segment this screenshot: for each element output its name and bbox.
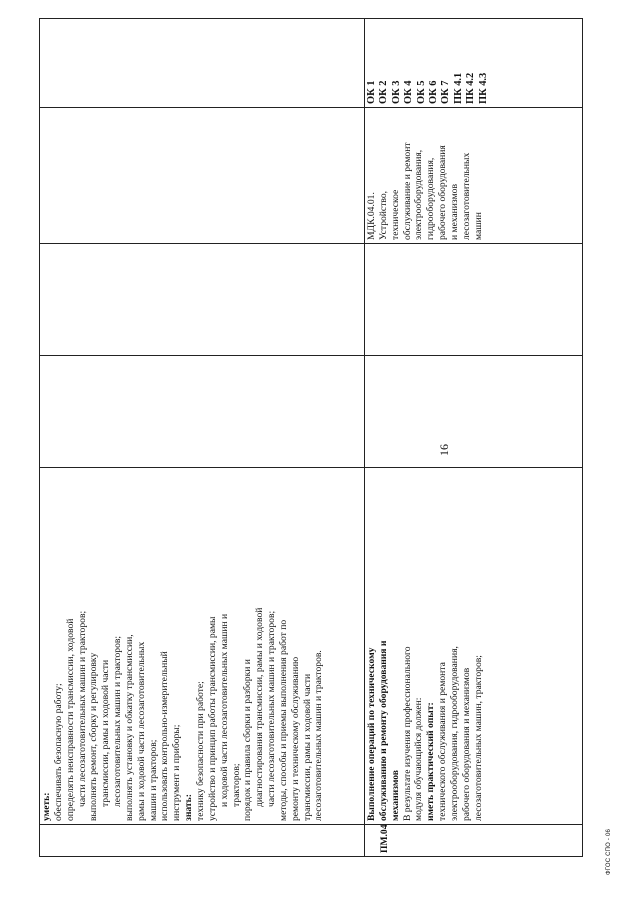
content-line: трансмиссии, рамы и ходовой части bbox=[100, 659, 112, 807]
content-line: лесозаготовительных машин и тракторов; bbox=[112, 635, 124, 807]
content-line: определять неисправности трансмиссии, ходовой bbox=[64, 618, 76, 821]
mdk-line: лесозаготовительных bbox=[460, 152, 472, 240]
table-row bbox=[40, 19, 365, 857]
content-line: лесозаготовительных машин и тракторов. bbox=[313, 650, 325, 821]
mdk-line: Устройство, bbox=[377, 190, 389, 240]
mdk-line: рабочего оборудования bbox=[437, 145, 449, 240]
competency-code: ПК 4.3 bbox=[477, 72, 489, 104]
content-line: электрооборудования, гидрооборудования, bbox=[448, 646, 460, 821]
competency-code: ОК 2 bbox=[378, 80, 390, 104]
content-line: части лесозаготовительных машин и тракторов; bbox=[266, 610, 278, 807]
content-line: уметь: bbox=[41, 792, 52, 821]
content-line: части лесозаготовительных машин и тракторов; bbox=[76, 610, 88, 807]
content-line: выполнять установку и обкатку трансмиссии, bbox=[123, 634, 135, 821]
content-line: знать: bbox=[183, 794, 195, 821]
content-line: иметь практический опыт: bbox=[425, 702, 437, 821]
curriculum-table bbox=[39, 18, 583, 857]
mdk-line: МДК.04.01. bbox=[366, 192, 377, 240]
content-line: выполнять ремонт, сборку и регулировку bbox=[88, 652, 100, 821]
max-hours-cell bbox=[365, 356, 583, 468]
content-line: и ходовой части лесозаготовительных машин и bbox=[218, 613, 230, 807]
mdk-cell bbox=[365, 108, 583, 244]
module-code-cell bbox=[40, 825, 365, 857]
competency-code: ПК 4.2 bbox=[465, 72, 477, 104]
competency-code: ПК 4.1 bbox=[452, 72, 464, 104]
content-line: обеспечивать безопасную работу; bbox=[52, 683, 64, 821]
content-line: обслуживанию и ремонту оборудования и bbox=[377, 640, 389, 821]
competencies-cell bbox=[40, 19, 365, 108]
content-line: модуля обучающийся должен: bbox=[413, 697, 425, 821]
mdk-cell bbox=[40, 108, 365, 244]
module-content-cell bbox=[40, 468, 365, 825]
content-line: инструмент и приборы; bbox=[171, 724, 183, 821]
mdk-line: техническое bbox=[389, 189, 401, 240]
content-line: использовать контрольно-измерительный bbox=[159, 651, 171, 821]
content-line: методы, способы и приемы выполнения работ по bbox=[277, 619, 289, 821]
competency-code: ОК 5 bbox=[415, 80, 427, 104]
footer-standard: ФГОС СПО - 06 bbox=[606, 828, 612, 875]
content-line: В результате изучения профессионального bbox=[401, 646, 413, 821]
content-line: порядок и правила сборки и разборки и bbox=[242, 659, 254, 821]
module-content-cell bbox=[365, 468, 583, 825]
competency-code: ОК 6 bbox=[428, 80, 440, 104]
content-line: Выполнение операций по техническому bbox=[366, 647, 377, 821]
competency-code: ОК 3 bbox=[390, 80, 402, 104]
content-line: ремонту и техническому обслуживанию bbox=[289, 656, 301, 821]
table-row bbox=[365, 19, 583, 857]
mdk-line: и механизмов bbox=[448, 184, 460, 240]
content-line: трансмиссии, рамы и ходовой части bbox=[301, 673, 313, 821]
class-hours-cell bbox=[40, 244, 365, 356]
content-line: технику безопасности при работе; bbox=[194, 681, 206, 821]
content-line: диагностирования трансмиссии, рамы и ходовой bbox=[254, 607, 266, 807]
competency-code: ОК 4 bbox=[403, 80, 415, 104]
content-line: механизмов bbox=[389, 770, 401, 821]
content-line: рамы и ходовой части лесозаготовительных bbox=[135, 641, 147, 821]
competencies-cell bbox=[365, 19, 583, 108]
mdk-line: электрооборудования, bbox=[413, 149, 425, 240]
content-line: устройство и принцип работы трансмиссии, рамы bbox=[206, 616, 218, 821]
max-hours-cell bbox=[40, 356, 365, 468]
mdk-line: обслуживание и ремонт bbox=[401, 142, 413, 240]
mdk-line: машин bbox=[472, 212, 484, 240]
content-line: лесозаготовительных машин, тракторов; bbox=[472, 655, 484, 821]
content-line: машин и тракторов; bbox=[147, 739, 159, 821]
module-code-cell: ПМ.04 bbox=[365, 825, 583, 857]
content-line: рабочего оборудования и механизмов bbox=[460, 667, 472, 821]
competency-code: ОК 7 bbox=[440, 80, 452, 104]
content-line: технического обслуживания и ремонта bbox=[437, 662, 449, 821]
page-number: 16 bbox=[437, 444, 451, 456]
competency-code: ОК 1 bbox=[366, 80, 377, 104]
mdk-line: гидрооборудования, bbox=[425, 157, 437, 240]
class-hours-cell bbox=[365, 244, 583, 356]
content-line: тракторов; bbox=[230, 763, 242, 807]
